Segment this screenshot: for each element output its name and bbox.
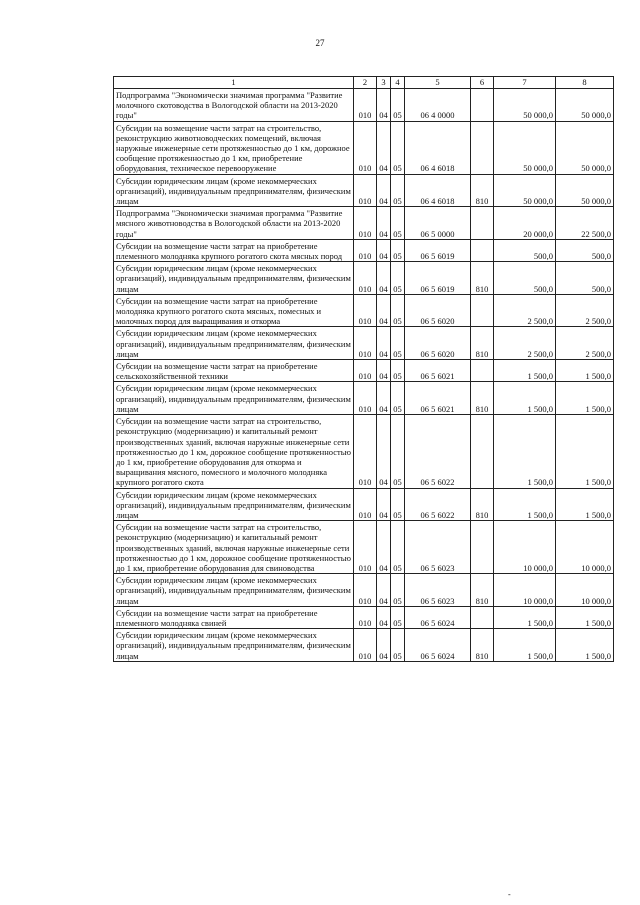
row-section-code: 04 [377, 415, 391, 488]
header-col-4: 4 [391, 77, 405, 89]
row-description: Субсидии юридическим лицам (кроме некоммерческих организаций), индивидуальным предпринимателям, физическим лицам [114, 327, 354, 360]
row-amount-2015: 50 000,0 [556, 121, 614, 174]
table-row [114, 488, 614, 521]
row-subsection-code: 05 [391, 121, 405, 174]
row-target-code: 06 5 6024 [405, 606, 471, 628]
row-section-code: 04 [377, 174, 391, 207]
row-ministry-code: 010 [354, 415, 377, 488]
row-expense-type [471, 121, 494, 174]
row-amount-2014: 10 000,0 [494, 574, 556, 607]
row-expense-type [471, 294, 494, 327]
page-number: 27 [315, 38, 325, 48]
row-amount-2015: 1 500,0 [556, 382, 614, 415]
row-ministry-code: 010 [354, 382, 377, 415]
row-ministry-code: 010 [354, 207, 377, 240]
row-ministry-code: 010 [354, 89, 377, 122]
row-description: Субсидии на возмещение части затрат на приобретение племенного молодняка крупного рогатого скота мясных пород [114, 239, 354, 261]
row-amount-2015: 2 500,0 [556, 327, 614, 360]
row-subsection-code: 05 [391, 360, 405, 382]
row-ministry-code: 010 [354, 488, 377, 521]
header-col-5: 5 [405, 77, 471, 89]
row-amount-2015: 10 000,0 [556, 521, 614, 574]
row-ministry-code: 010 [354, 262, 377, 295]
row-amount-2015: 22 500,0 [556, 207, 614, 240]
row-amount-2014: 1 500,0 [494, 360, 556, 382]
row-description: Субсидии юридическим лицам (кроме некоммерческих организаций), индивидуальным предпринимателям, физическим лицам [114, 382, 354, 415]
row-expense-type: 810 [471, 382, 494, 415]
row-expense-type: 810 [471, 174, 494, 207]
row-expense-type [471, 360, 494, 382]
row-amount-2014: 500,0 [494, 239, 556, 261]
row-amount-2014: 1 500,0 [494, 382, 556, 415]
row-section-code: 04 [377, 327, 391, 360]
row-amount-2014: 50 000,0 [494, 121, 556, 174]
row-expense-type [471, 606, 494, 628]
row-target-code: 06 4 0000 [405, 89, 471, 122]
footer-mark: - [508, 890, 511, 899]
table-row [114, 207, 614, 240]
header-col-6: 6 [471, 77, 494, 89]
header-col-3: 3 [377, 77, 391, 89]
row-ministry-code: 010 [354, 121, 377, 174]
header-col-2: 2 [354, 77, 377, 89]
row-amount-2014: 500,0 [494, 262, 556, 295]
budget-table [113, 76, 614, 662]
row-section-code: 04 [377, 239, 391, 261]
row-subsection-code: 05 [391, 382, 405, 415]
row-amount-2015: 1 500,0 [556, 415, 614, 488]
row-subsection-code: 05 [391, 606, 405, 628]
row-target-code: 06 5 0000 [405, 207, 471, 240]
row-amount-2014: 2 500,0 [494, 327, 556, 360]
row-ministry-code: 010 [354, 174, 377, 207]
row-amount-2015: 50 000,0 [556, 89, 614, 122]
row-description: Субсидии на возмещение части затрат на приобретение сельскохозяйственной техники [114, 360, 354, 382]
row-subsection-code: 05 [391, 262, 405, 295]
row-expense-type: 810 [471, 629, 494, 662]
row-expense-type: 810 [471, 327, 494, 360]
row-amount-2014: 1 500,0 [494, 606, 556, 628]
table-header-row [114, 77, 614, 89]
row-ministry-code: 010 [354, 239, 377, 261]
row-description: Субсидии на возмещение части затрат на строительство, реконструкцию (модернизацию) и капитальный ремонт производственных зданий, включая наружные инженерные сети протяженностью до 1 км, дорожное сообщение протяженностью до 1 км, приобретение оборудования для свиноводства [114, 521, 354, 574]
row-subsection-code: 05 [391, 239, 405, 261]
row-amount-2015: 500,0 [556, 262, 614, 295]
row-target-code: 06 5 6024 [405, 629, 471, 662]
row-expense-type [471, 89, 494, 122]
row-expense-type [471, 521, 494, 574]
table-row [114, 239, 614, 261]
row-expense-type: 810 [471, 574, 494, 607]
row-target-code: 06 5 6021 [405, 382, 471, 415]
row-amount-2015: 2 500,0 [556, 294, 614, 327]
row-target-code: 06 4 6018 [405, 121, 471, 174]
table-row [114, 89, 614, 122]
row-target-code: 06 5 6020 [405, 327, 471, 360]
row-subsection-code: 05 [391, 327, 405, 360]
row-subsection-code: 05 [391, 207, 405, 240]
row-amount-2014: 20 000,0 [494, 207, 556, 240]
table-row [114, 415, 614, 488]
row-target-code: 06 5 6023 [405, 574, 471, 607]
row-ministry-code: 010 [354, 629, 377, 662]
row-subsection-code: 05 [391, 294, 405, 327]
table-row [114, 382, 614, 415]
row-subsection-code: 05 [391, 521, 405, 574]
row-description: Подпрограмма "Экономически значимая программа "Развитие мясного животноводства в Вологодской области на 2013-2020 годы" [114, 207, 354, 240]
header-col-8: 8 [556, 77, 614, 89]
row-ministry-code: 010 [354, 521, 377, 574]
table-row [114, 174, 614, 207]
row-section-code: 04 [377, 262, 391, 295]
row-section-code: 04 [377, 629, 391, 662]
table-row [114, 294, 614, 327]
row-description: Субсидии на возмещение части затрат на строительство, реконструкцию животноводческих помещений, включая наружные инженерные сети протяженностью до 1 км, дорожное сообщение протяженностью до 1 км, приобретение оборудования, техническое перевооружение [114, 121, 354, 174]
row-section-code: 04 [377, 606, 391, 628]
row-description: Субсидии на возмещение части затрат на приобретение молодняка крупного рогатого скота мясных, помесных и молочных пород для выращивания и откорма [114, 294, 354, 327]
table-row [114, 521, 614, 574]
row-target-code: 06 5 6022 [405, 488, 471, 521]
row-description: Субсидии на возмещение части затрат на приобретение племенного молодняка свиней [114, 606, 354, 628]
row-expense-type [471, 207, 494, 240]
row-expense-type [471, 415, 494, 488]
row-expense-type: 810 [471, 262, 494, 295]
row-target-code: 06 5 6022 [405, 415, 471, 488]
row-section-code: 04 [377, 207, 391, 240]
row-subsection-code: 05 [391, 174, 405, 207]
row-amount-2015: 1 500,0 [556, 360, 614, 382]
row-target-code: 06 4 6018 [405, 174, 471, 207]
row-section-code: 04 [377, 521, 391, 574]
row-section-code: 04 [377, 574, 391, 607]
row-amount-2015: 500,0 [556, 239, 614, 261]
row-description: Субсидии юридическим лицам (кроме некоммерческих организаций), индивидуальным предпринимателям, физическим лицам [114, 488, 354, 521]
row-description: Субсидии юридическим лицам (кроме некоммерческих организаций), индивидуальным предпринимателям, физическим лицам [114, 262, 354, 295]
row-amount-2014: 10 000,0 [494, 521, 556, 574]
table-row [114, 360, 614, 382]
row-section-code: 04 [377, 360, 391, 382]
row-amount-2014: 2 500,0 [494, 294, 556, 327]
row-amount-2014: 1 500,0 [494, 415, 556, 488]
row-description: Подпрограмма "Экономически значимая программа "Развитие молочного скотоводства в Вологодской области на 2013-2020 годы" [114, 89, 354, 122]
row-amount-2015: 1 500,0 [556, 606, 614, 628]
row-amount-2014: 1 500,0 [494, 629, 556, 662]
row-section-code: 04 [377, 89, 391, 122]
row-ministry-code: 010 [354, 360, 377, 382]
table-row [114, 629, 614, 662]
row-section-code: 04 [377, 488, 391, 521]
row-amount-2015: 1 500,0 [556, 488, 614, 521]
row-target-code: 06 5 6019 [405, 239, 471, 261]
row-target-code: 06 5 6019 [405, 262, 471, 295]
row-ministry-code: 010 [354, 574, 377, 607]
table-row [114, 606, 614, 628]
table-row [114, 574, 614, 607]
table-row [114, 262, 614, 295]
row-description: Субсидии юридическим лицам (кроме некоммерческих организаций), индивидуальным предпринимателям, физическим лицам [114, 574, 354, 607]
row-amount-2014: 50 000,0 [494, 89, 556, 122]
row-amount-2014: 50 000,0 [494, 174, 556, 207]
row-expense-type [471, 239, 494, 261]
table-row [114, 121, 614, 174]
table-body [114, 89, 614, 662]
header-col-7: 7 [494, 77, 556, 89]
row-ministry-code: 010 [354, 294, 377, 327]
row-section-code: 04 [377, 382, 391, 415]
row-subsection-code: 05 [391, 629, 405, 662]
row-amount-2014: 1 500,0 [494, 488, 556, 521]
row-section-code: 04 [377, 294, 391, 327]
row-section-code: 04 [377, 121, 391, 174]
row-target-code: 06 5 6021 [405, 360, 471, 382]
row-subsection-code: 05 [391, 415, 405, 488]
row-description: Субсидии юридическим лицам (кроме некоммерческих организаций), индивидуальным предпринимателям, физическим лицам [114, 629, 354, 662]
row-ministry-code: 010 [354, 327, 377, 360]
row-subsection-code: 05 [391, 89, 405, 122]
row-target-code: 06 5 6020 [405, 294, 471, 327]
row-amount-2015: 50 000,0 [556, 174, 614, 207]
table-row [114, 327, 614, 360]
row-subsection-code: 05 [391, 488, 405, 521]
row-description: Субсидии на возмещение части затрат на строительство, реконструкцию (модернизацию) и капитальный ремонт производственных зданий, включая наружные инженерные сети протяженностью до 1 км, дорожное сообщение протяженностью до 1 км, приобретение оборудования для откорма и выращивания мясного, помесного и молочного молодняка крупного рогатого скота [114, 415, 354, 488]
header-col-1: 1 [114, 77, 354, 89]
row-ministry-code: 010 [354, 606, 377, 628]
row-description: Субсидии юридическим лицам (кроме некоммерческих организаций), индивидуальным предпринимателям, физическим лицам [114, 174, 354, 207]
row-subsection-code: 05 [391, 574, 405, 607]
row-amount-2015: 1 500,0 [556, 629, 614, 662]
row-amount-2015: 10 000,0 [556, 574, 614, 607]
row-target-code: 06 5 6023 [405, 521, 471, 574]
row-expense-type: 810 [471, 488, 494, 521]
